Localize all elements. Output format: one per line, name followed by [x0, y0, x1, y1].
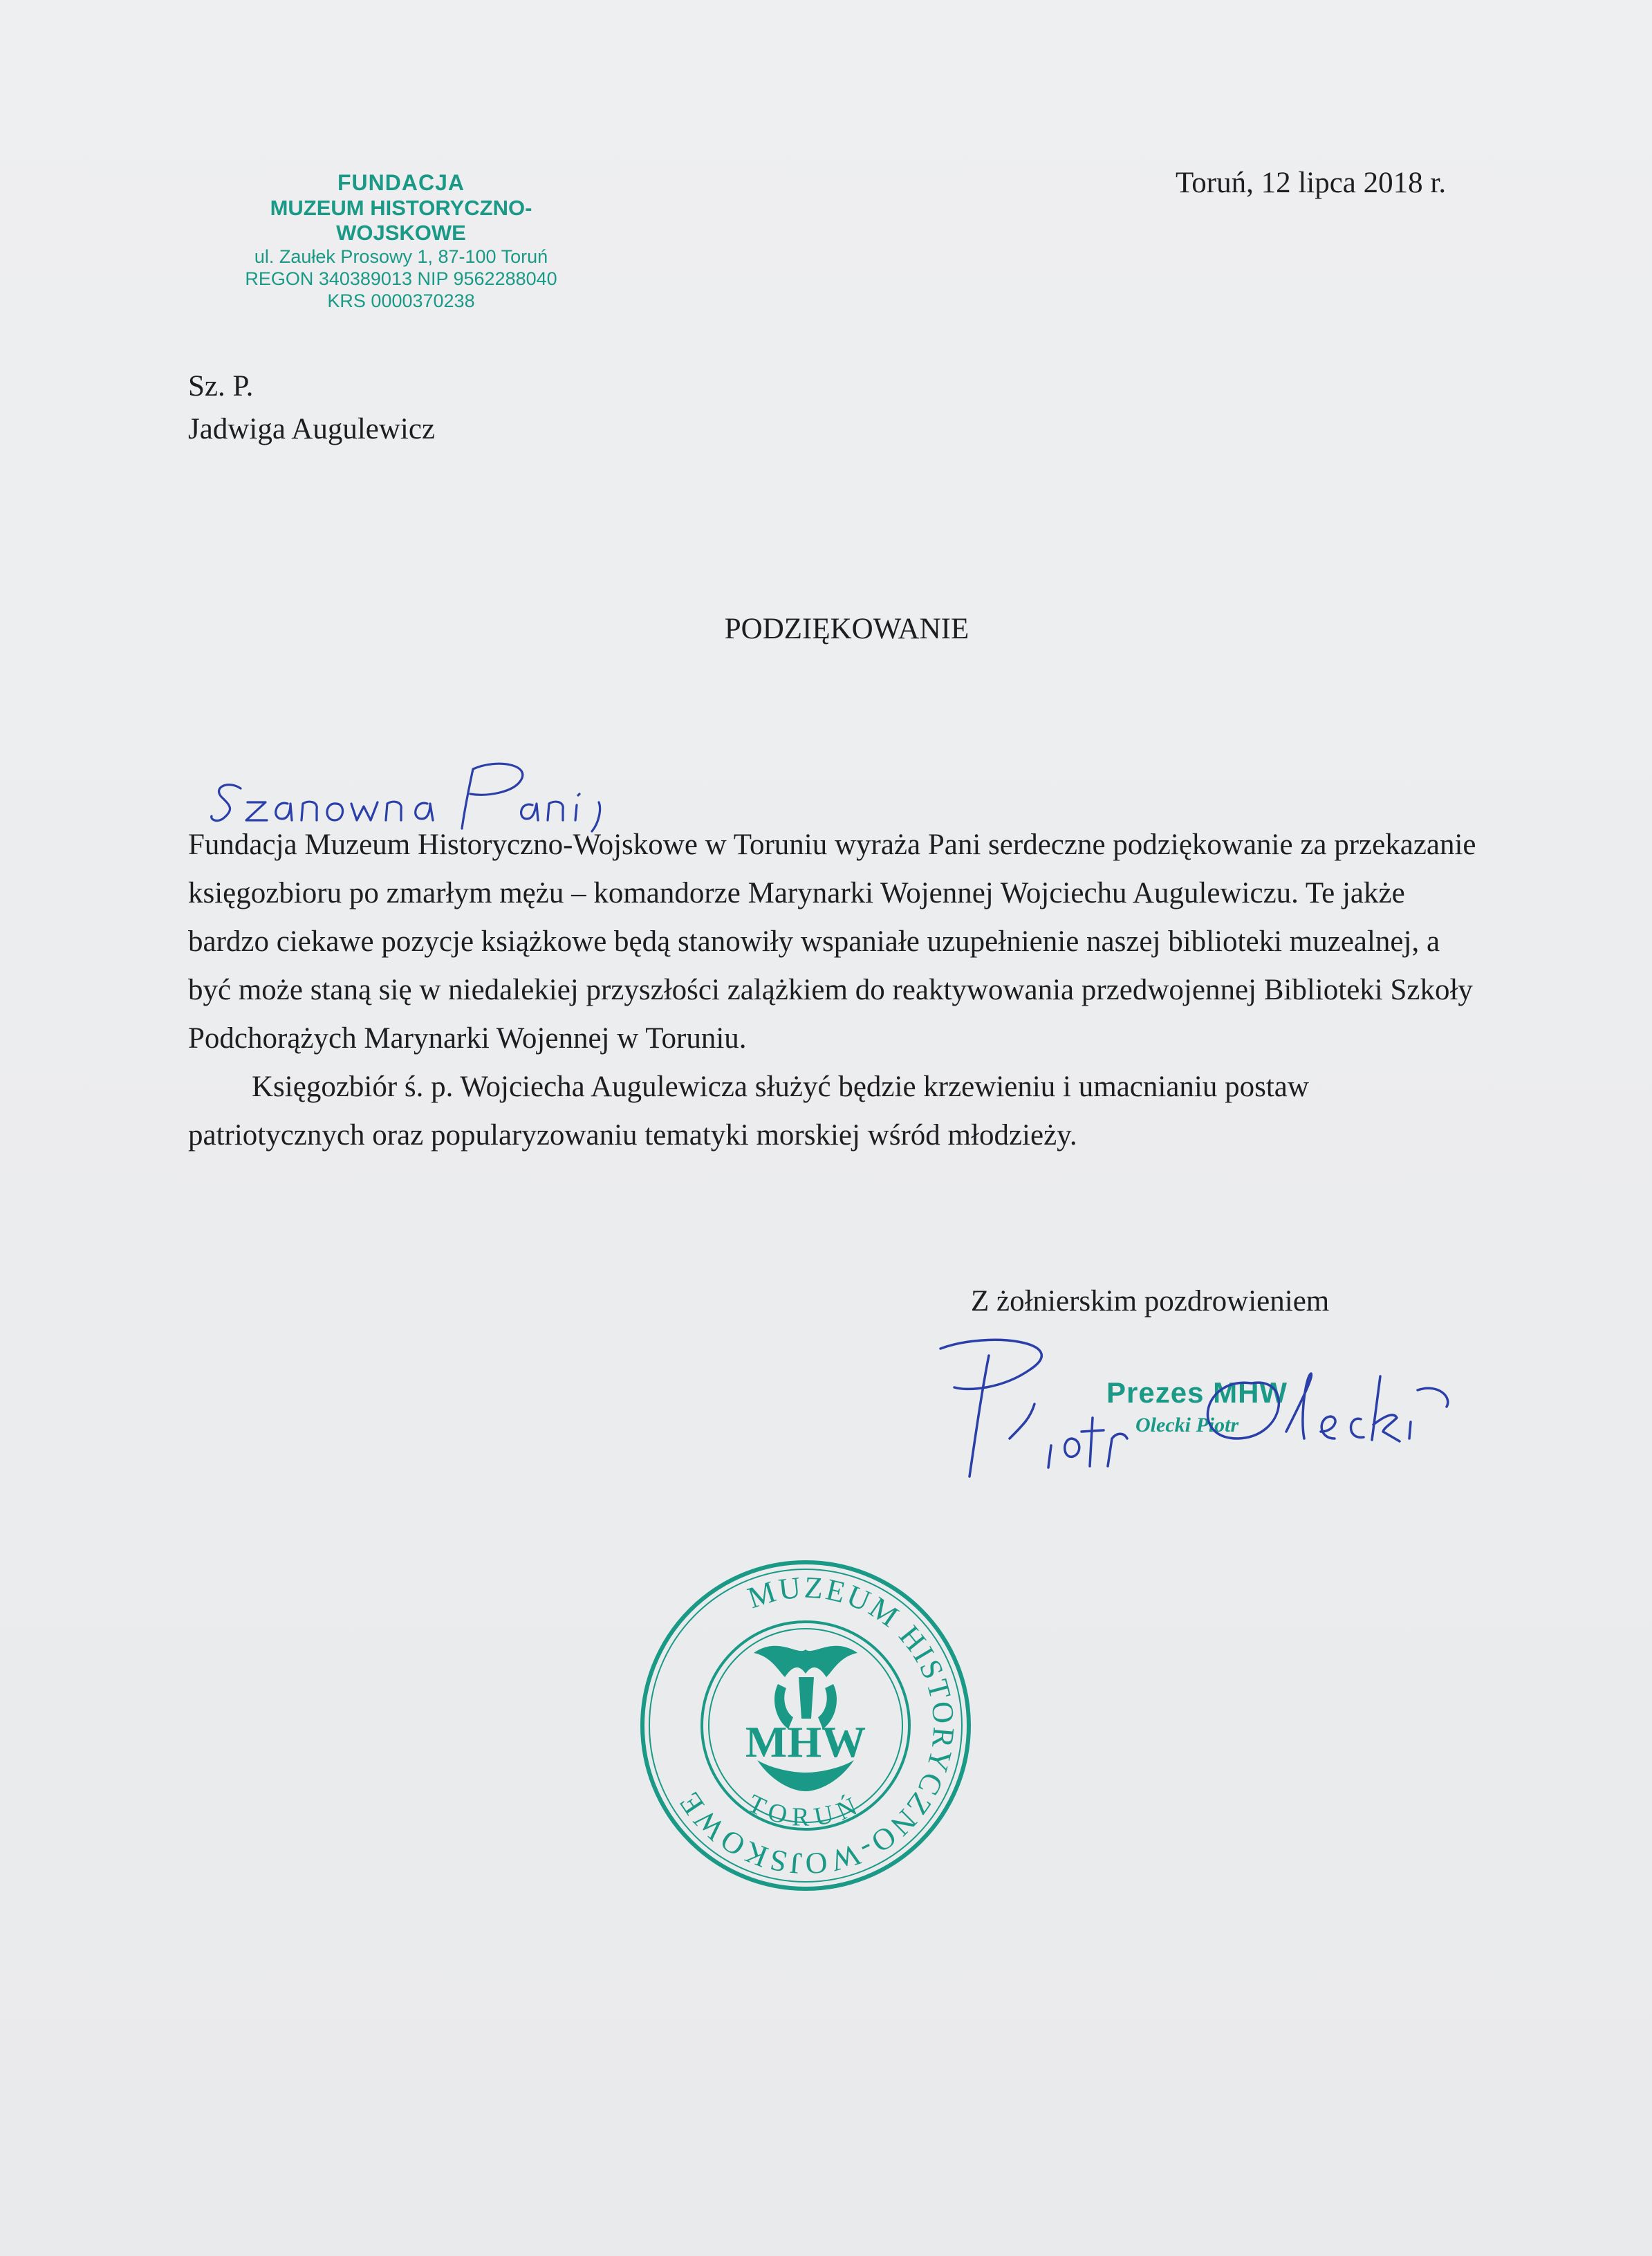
place-date: Toruń, 12 lipca 2018 r. — [1176, 167, 1447, 199]
body-paragraph-1: Fundacja Muzeum Historyczno-Wojskowe w Toruniu wyraża Pani serdeczne podziękowanie za przekazanie księgozbioru po zmarłym mężu – komandorze Marynarki Wojennej Wojciechu Augulewiczu. Te jakże bardzo ciekawe pozycje książkowe będą stanowiły wspaniałe uzupełnienie naszej biblioteki muzealnej, a być może staną się w niedalekiej przyszłości zalążkiem do reaktywowania przedwojennej Biblioteki Szkoły Podchorążych Marynarki Wojennej w Toruniu. — [188, 829, 1476, 1055]
signatory-role: Prezes MHW — [1106, 1376, 1288, 1409]
seal-ring-text: MUZEUM HISTORYCZNO-WOJSKOWE — [671, 1570, 961, 1881]
stamp-line-foundation: FUNDACJA — [337, 170, 465, 195]
handwritten-signature — [927, 1335, 1535, 1487]
seal-monogram: MHW — [745, 1717, 866, 1766]
svg-text:TORUŃ — [743, 1789, 868, 1832]
stamp-line-regon-nip: REGON 340389013 NIP 9562288040 — [245, 268, 557, 289]
closing-greeting: Z żołnierskim pozdrowieniem — [971, 1285, 1330, 1317]
document-title: PODZIĘKOWANIE — [724, 613, 969, 645]
recipient-name: Jadwiga Augulewicz — [188, 413, 436, 445]
stamp-line-museum-name: MUZEUM HISTORYCZNO-WOJSKOWE — [270, 196, 532, 245]
letter-body — [188, 821, 1488, 1160]
seal-bottom-text: TORUŃ — [743, 1788, 868, 1832]
signatory-name: Olecki Piotr — [1135, 1414, 1239, 1436]
recipient-salutation: Sz. P. — [188, 370, 254, 403]
foundation-header-stamp — [207, 169, 595, 312]
recipient-block — [188, 365, 435, 451]
stamp-line-krs: KRS 0000370238 — [327, 290, 475, 311]
stamp-line-address: ul. Zaułek Prosowy 1, 87-100 Toruń — [254, 246, 548, 267]
body-paragraph-2: Księgozbiór ś. p. Wojciecha Augulewicza służyć będzie krzewieniu i umacnianiu postaw patriotycznych oraz popularyzowaniu tematyki morskiej wśród młodzieży. — [188, 1071, 1309, 1152]
round-museum-seal — [633, 1553, 978, 1898]
